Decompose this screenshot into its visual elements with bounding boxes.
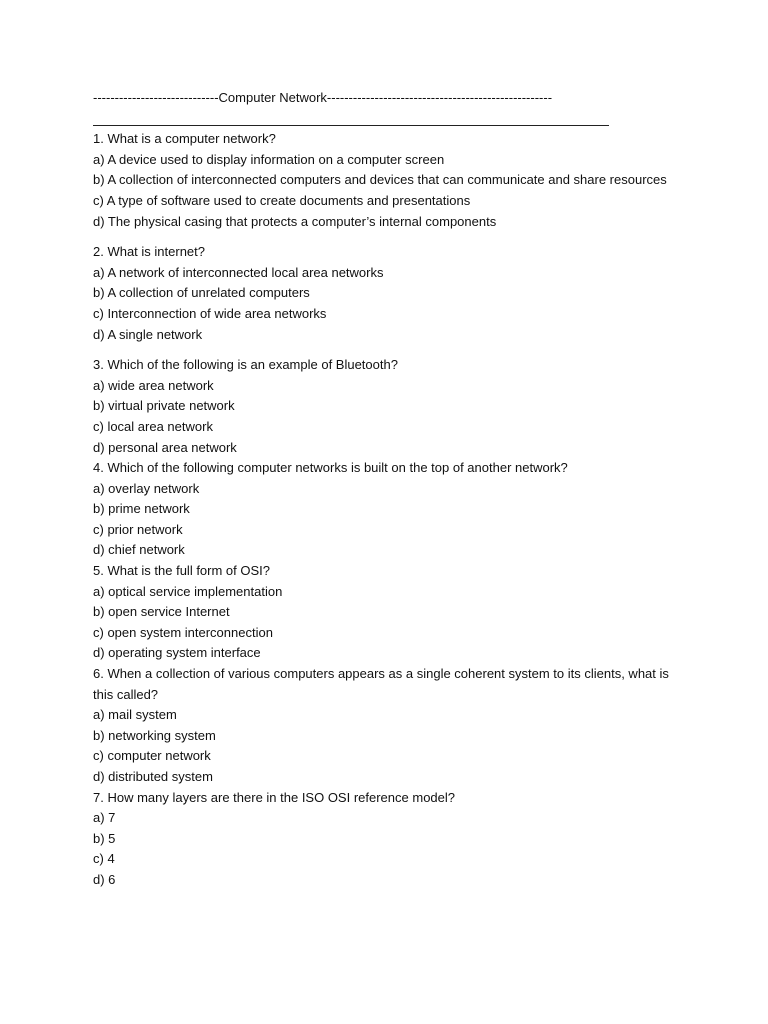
question-text: 4. Which of the following computer networks is built on the top of another network? — [93, 460, 568, 476]
option: b) open service Internet — [93, 604, 230, 620]
question-text: 7. How many layers are there in the ISO OSI reference model? — [93, 789, 456, 805]
question-text: 1. What is a computer network? — [93, 131, 276, 147]
option: c) 4 — [93, 851, 115, 867]
question-1 — [93, 129, 693, 232]
option: a) A network of interconnected local area networks — [93, 264, 384, 280]
option: a) optical service implementation — [93, 583, 283, 599]
option: c) A type of software used to create documents and presentations — [93, 192, 471, 208]
question-2 — [93, 242, 693, 345]
question-text: 5. What is the full form of OSI? — [93, 563, 271, 579]
question-6 — [93, 664, 693, 788]
option: b) virtual private network — [93, 398, 235, 414]
option: a) mail system — [93, 707, 177, 723]
option: a) wide area network — [93, 377, 214, 393]
option: d) chief network — [93, 542, 185, 558]
option: c) Interconnection of wide area networks — [93, 305, 327, 321]
question-text: 3. Which of the following is an example of Bluetooth? — [93, 357, 398, 373]
option: a) A device used to display information on a computer screen — [93, 151, 445, 167]
option: b) A collection of unrelated computers — [93, 285, 310, 301]
option: a) 7 — [93, 810, 116, 826]
document-title: -----------------------------Computer Network---------------------------------------------------- — [93, 90, 553, 105]
option: d) The physical casing that protects a computer’s internal components — [93, 213, 497, 229]
horizontal-rule — [93, 109, 693, 130]
option: c) open system interconnection — [93, 624, 273, 640]
option: d) A single network — [93, 326, 203, 342]
question-4 — [93, 458, 693, 561]
document-page — [93, 88, 693, 891]
option: b) networking system — [93, 727, 216, 743]
option: d) 6 — [93, 871, 116, 887]
option: c) local area network — [93, 418, 213, 434]
option: c) prior network — [93, 521, 183, 537]
option: c) computer network — [93, 748, 211, 764]
option: b) A collection of interconnected computers and devices that can communicate and share resources — [93, 172, 667, 188]
question-7 — [93, 788, 693, 891]
option: d) distributed system — [93, 769, 213, 784]
question-3 — [93, 355, 693, 458]
option: b) 5 — [93, 830, 116, 846]
question-5 — [93, 561, 693, 664]
question-text: 2. What is internet? — [93, 244, 205, 260]
option: d) operating system interface — [93, 645, 261, 661]
option: a) overlay network — [93, 480, 200, 496]
option: d) personal area network — [93, 439, 237, 455]
question-text: 6. When a collection of various computers appears as a single coherent system to its clients, what is this called? — [93, 666, 669, 702]
option: b) prime network — [93, 501, 190, 517]
